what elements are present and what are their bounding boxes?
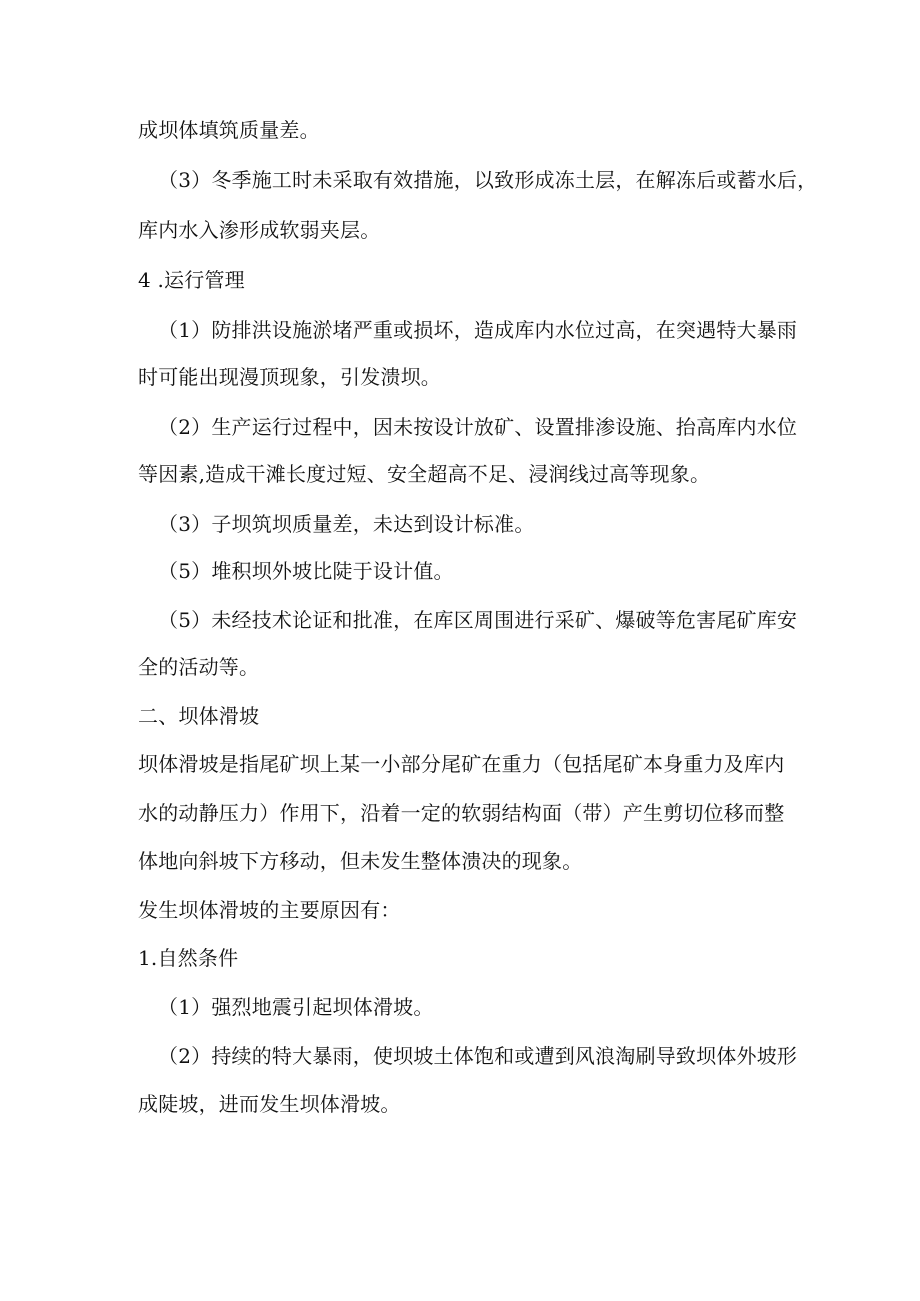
- section-heading: 4 .运行管理: [138, 268, 245, 292]
- text-line: 时可能出现漫顶现象，引发溃坝。: [138, 365, 441, 389]
- text-line: 水的动静压力）作用下，沿着一定的软弱结构面（带）产生剪切位移而整: [138, 801, 785, 825]
- text-line: （5）未经技术论证和批准，在库区周围进行采矿、爆破等危害尾矿库安: [158, 608, 798, 632]
- text-line: （5）堆积坝外坡比陡于设计值。: [158, 559, 454, 583]
- text-line: （2）持续的特大暴雨，使坝坡土体饱和或遭到风浪淘刷导致坝体外坡形: [158, 1044, 798, 1068]
- text-line: 成坝体填筑质量差。: [138, 118, 320, 142]
- text-line: （2）生产运行过程中，因未按设计放矿、设置排渗设施、抬高库内水位: [158, 415, 798, 439]
- text-line: 体地向斜坡下方移动，但未发生整体溃决的现象。: [138, 849, 583, 873]
- text-line: （1）防排洪设施淤堵严重或损坏，造成库内水位过高，在突遇特大暴雨: [158, 318, 798, 342]
- text-line: （3）子坝筑坝质量差，未达到设计标准。: [158, 512, 535, 536]
- text-line: 库内水入渗形成软弱夹层。: [138, 218, 381, 242]
- text-line: （3）冬季施工时未采取有效措施，以致形成冻土层，在解冻后或蓄水后，: [158, 168, 818, 192]
- text-line: 坝体滑坡是指尾矿坝上某一小部分尾矿在重力（包括尾矿本身重力及库内: [138, 752, 785, 776]
- text-line: 全的活动等。: [138, 655, 260, 679]
- section-heading: 二、坝体滑坡: [138, 704, 260, 728]
- section-heading: 1.自然条件: [138, 946, 239, 970]
- text-line: （1）强烈地震引起坝体滑坡。: [158, 995, 434, 1019]
- text-line: 等因素,造成干滩长度过短、安全超高不足、浸润线过高等现象。: [138, 462, 711, 486]
- text-line: 发生坝体滑坡的主要原因有：: [138, 898, 401, 922]
- text-line: 成陡坡，进而发生坝体滑坡。: [138, 1092, 401, 1116]
